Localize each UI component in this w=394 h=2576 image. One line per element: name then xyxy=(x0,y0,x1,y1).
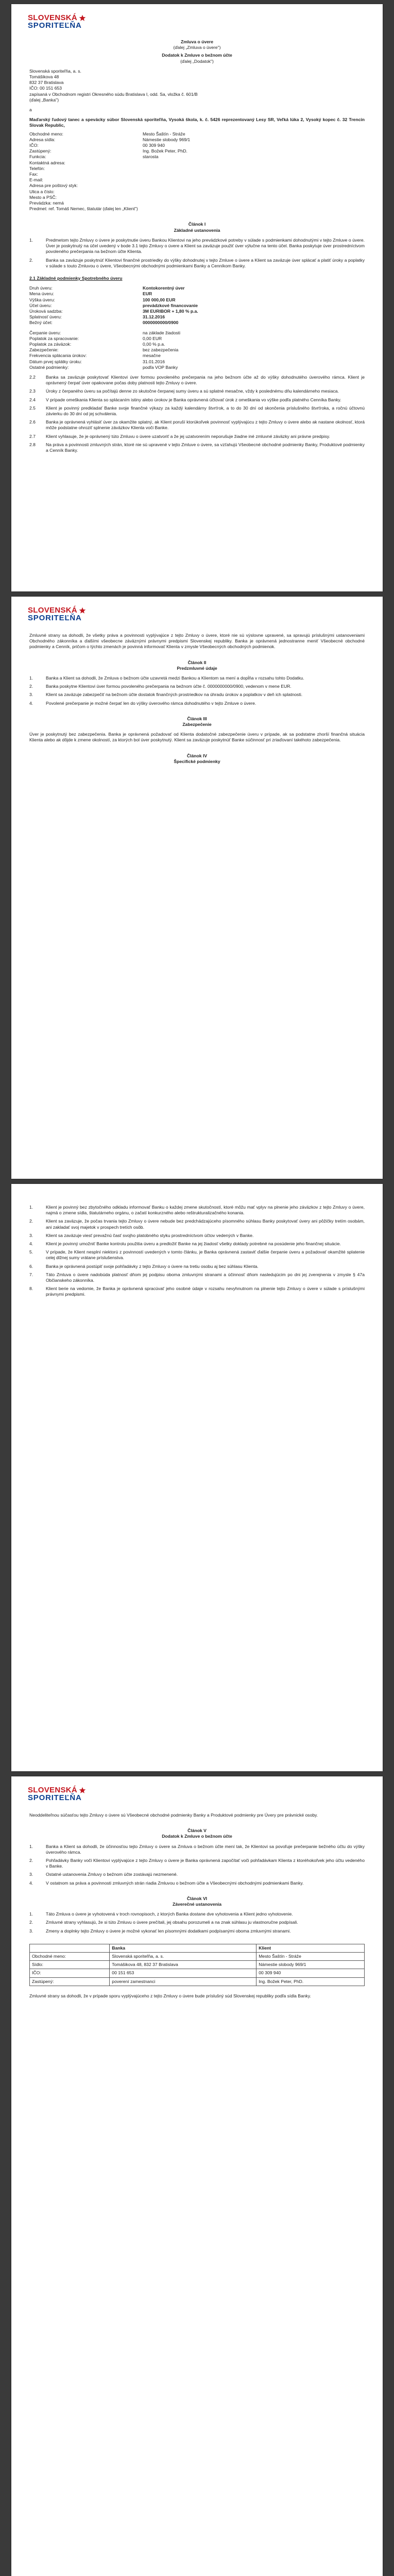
page-1: SLOVENSKÁ SPORITEĽŇA Zmluva o úvere (ďalej „Zmluva o úvere") Dodatok k Zmluve o bežnom účte (ďalej „Dodatok") Slovenská sporiteľňa, a. s. Tomášikova 48 832 37 Bratislava IČO: 00 151 653 zapísaná v Obchodnom registri Okresného súdu Bratislava I, odd. Sa, vložka č. 601/B (ďalej „Banka") a Maďarský ľudový tanec a spevácky súbor Slovenská sporiteľňa, Vysoká škola, k. č. 5426 reprezentovaný Lesy SR, Veľká lúka 2, Vysoký kopec č. 32 Trencin Slovak Republic, Obchodné meno: Mesto Šaštín - Stráže Adresa sídla: Námestie slobody 969/1 IČO: 00 309 940 Zastúpený: Ing. Božek Peter, PhD. Funkcia: starosta Kontaktná adresa: Telefón: Fax: E-mail: Adresa pre poštový styk: Ulica a číslo: Mesto a PSČ: Prevádzka: nemá Predmet: ref. Tomáš Nemec, štatutár (ďalej len „Klient") Článok I Základné ustanovenia 1. Predmetom tejto Zmluvy o úvere je poskytnutie úveru Bankou Klientovi na jeho prevádzkové potreby v súlade s podmienkami dohodnutými v tejto Zmluve o úvere. Úver je poskytnutý na účel uvedený v bode 3.1 tejto Zmluvy o úvere a Klient sa zaväzuje použiť úver výlučne na tento účel. Banka poskytuje úver prostredníctvom povoleného prečerpania na bežnom účte Klienta. 2. Banka sa zaväzuje poskytnúť Klientovi finančné prostriedky do výšky dohodnutej v tejto Zmluve o úvere a Klient sa zaväzuje úver splácať a platiť úroky a poplatky v súlade s touto Zmluvou o úvere, Všeobecnými obchodnými podmienkami Banky a Cenníkom Banky. 2.1 Základné podmienky Spotrebného úveru Druh úveru: Kontokorentný úver Mena úveru: EUR Výška úveru: 100 000,00 EUR Účel úveru: prevádzkové financovanie Úroková sadzba: 3M EURIBOR + 1,80 % p.a. Splatnosť úveru: 31.12.2016 Bežný účet: 0000000000/0900 Čerpanie úveru: na základe žiadosti Poplatok za spracovanie: 0,00 EUR Poplatok za záväzok: 0,00 % p.a. Zabezpečenie: bez zabezpečenia Frekvencia splácania úrokov: mesačne Dátum prvej splátky úroku: 31.01.2016 Ostatné podmienky: podľa VOP Banky 2.2 Banka sa zaväzuje poskytovať Klientovi úver formou povoleného prečerpania na jeho bežnom účte až do výšky dohodnutého úverového rámca. Klient je oprávnený čerpať úver opakovane počas doby platnosti tejto Zmluvy o úvere. 2.3 Úroky z čerpaného úveru sa počítajú denne zo skutočne čerpanej sumy úveru a sú splatné mesačne, vždy k poslednému dňu kalendárneho mesiaca. 2.4 V prípade omeškania Klienta so splácaním istiny alebo úrokov je Banka oprávnená účtovať úrok z omeškania vo výške podľa platného Cenníka Banky. 2.5 Klient je povinný predkladať Banke svoje finančné výkazy za každý kalendárny štvrťrok, a to do 30 dní od skončenia príslušného štvrťroka, a ročnú účtovnú závierku do 30 dní od jej schválenia. 2.6 Banka je oprávnená vyhlásiť úver za okamžite splatný, ak Klient poruší ktorúkoľvek povinnosť vyplývajúcu z tejto Zmluvy o úvere alebo ak nastane okolnosť, ktorá môže podstatne ohroziť splnenie záväzkov Klienta voči Banke. 2.7 Klient vyhlasuje, že je oprávnený túto Zmluvu o úvere uzatvoriť a že jej uzatvorením neporušuje žiadne iné zmluvné záväzky ani právne predpisy. 2.8 Na práva a povinnosti zmluvných strán, ktoré nie sú upravené v tejto Zmluve o úvere, sa vzťahujú Všeobecné obchodné podmienky Banky, Produktové podmienky a Cenník Banky. xyxy=(11,4,383,591)
bank-logo xyxy=(28,13,86,30)
bank-logo: SLOVENSKÁ SPORITEĽŇA xyxy=(28,1786,86,1802)
table-row: Zastúpený: poverení zamestnanci Ing. Božek Peter, PhD. xyxy=(30,1977,365,1986)
article-1-title: Článok I xyxy=(188,222,206,227)
star-icon xyxy=(79,607,86,614)
client-heading: Maďarský ľudový tanec a spevácky súbor Slovenská sporiteľňa, Vysoká škola, k. č. 5426 reprezentovaný Lesy SR, Veľká lúka 2, Vysoký kopec č. 32 Trencin Slovak Republic, xyxy=(29,117,365,128)
logo-line-2: SPORITEĽŇA xyxy=(28,21,82,30)
table-row: Sídlo: Tomášikova 48, 832 37 Bratislava Námestie slobody 969/1 xyxy=(30,1961,365,1969)
article-5-title: Článok V xyxy=(187,1828,207,1834)
star-icon xyxy=(79,14,86,22)
logo-line-1: SLOVENSKÁ xyxy=(28,13,78,22)
table-row: Obchodné meno: Slovenská sporiteľňa, a. s. Mesto Šaštín - Stráže xyxy=(30,1953,365,1961)
bank-name: Slovenská sporiteľňa, a. s. xyxy=(29,68,81,74)
parties-table: Banka Klient Obchodné meno: Slovenská sporiteľňa, a. s. Mesto Šaštín - Stráže Sídlo: Tomášikova 48, 832 37 Bratislava Námestie slobody 969/1 IČO: 00 151 653 00 309 940 Zastúpený: poverení zamestnanci Ing. Božek Peter, PhD. xyxy=(29,1944,365,1986)
page-2: SLOVENSKÁ SPORITEĽŇA Zmluvné strany sa dohodli, že všetky práva a povinnosti vyplývajúce z tejto Zmluvy o úvere, ktoré nie sú výslovne upravené, sa spravujú príslušnými ustanoveniami Obchodného zákonníka a ďalšími všeobecne záväznými právnymi predpismi Slovenskej republiky. Banka je oprávnená jednostranne meniť Všeobecné obchodné podmienky a Cenník, pričom o týchto zmenách je povinná informovať Klienta v zmysle Všeobecných obchodných podmienok. Článok II Predzmluvné údaje 1. Banka a Klient sa dohodli, že Zmluva o bežnom účte uzavretá medzi Bankou a Klientom sa mení a dopĺňa v rozsahu tohto Dodatku. 2. Banka poskytne Klientovi úver formou povoleného prečerpania na bežnom účte č. 0000000000/0900, vedenom v mene EUR. 3. Klient sa zaväzuje zabezpečiť na bežnom účte dostatok finančných prostriedkov na úhradu úrokov a poplatkov v deň ich splatnosti. 4. Povolené prečerpanie je možné čerpať len do výšky úverového rámca dohodnutého v tejto Zmluve o úvere. Článok III Zabezpečenie Úver je poskytnutý bez zabezpečenia. Banka je oprávnená požadovať od Klienta dodatočné zabezpečenie úveru v prípade, ak sa podstatne zhorší finančná situácia Klienta alebo ak dôjde k zmene okolností, za ktorých bol úver poskytnutý. Klient sa zaväzuje poskytnúť Banke súčinnosť pri zriaďovaní takéhoto zabezpečenia. Článok IV Špecifické podmienky xyxy=(11,597,383,1179)
loan-terms: Druh úveru: Kontokorentný úver Mena úveru: EUR Výška úveru: 100 000,00 EUR Účel úveru: prevádzkové financovanie Úroková sadzba: 3M EURIBOR + 1,80 % p.a. Splatnosť úveru: 31.12.2016 Bežný účet: 0000000000/0900 xyxy=(29,285,198,326)
loan-terms-2: Čerpanie úveru: na základe žiadosti Poplatok za spracovanie: 0,00 EUR Poplatok za záväzok: 0,00 % p.a. Zabezpečenie: bez zabezpečenia Frekvencia splácania úrokov: mesačne Dátum prvej splátky úroku: 31.01.2016 Ostatné podmienky: podľa VOP Banky xyxy=(29,330,181,370)
article-6-title: Článok VI xyxy=(186,1895,208,1901)
star-icon xyxy=(79,1787,86,1794)
article-2-title: Článok II xyxy=(187,659,207,665)
table-row: IČO: 00 151 653 00 309 940 xyxy=(30,1969,365,1977)
loan-terms-title: 2.1 Základné podmienky Spotrebného úveru xyxy=(29,275,123,281)
article-4-title: Článok IV xyxy=(186,753,208,758)
page-4: SLOVENSKÁ SPORITEĽŇA Neoddeliteľnou súčasťou tejto Zmluvy o úvere sú Všeobecné obchodné podmienky Banky a Produktové podmienky pre Úvery pre právnické osoby. Článok V Dodatok k Zmluve o bežnom účte 1. Banka a Klient sa dohodli, že účinnosťou tejto Zmluvy o úvere sa Zmluva o bežnom účte mení tak, že Klientovi sa povoľuje prečerpanie bežného účtu do výšky úverového rámca. 2. Pohľadávky Banky voči Klientovi vyplývajúce z tejto Zmluvy o úvere je Banka oprávnená započítať voči pohľadávkam Klienta z ktoréhokoľvek jeho účtu vedeného v Banke. 3. Ostatné ustanovenia Zmluvy o bežnom účte zostávajú nezmenené. 4. V ostatnom sa práva a povinnosti zmluvných strán riadia Zmluvou o bežnom účte a Všeobecnými obchodnými podmienkami Banky. Článok VI Záverečné ustanovenia 1. Táto Zmluva o úvere je vyhotovená v troch rovnopisoch, z ktorých Banka dostane dve vyhotovenia a Klient jedno vyhotovenie. 2. Zmluvné strany vyhlasujú, že si túto Zmluvu o úvere prečítali, jej obsahu porozumeli a na znak súhlasu ju vlastnoručne podpísali. 3. Zmeny a doplnky tejto Zmluvy o úvere je možné vykonať len písomnými dodatkami podpísanými oboma zmluvnými stranami. Banka Klient Obchodné meno: Slovenská sporiteľňa, a. s. Mesto Šaštín - Stráže Sídlo: Tomášikova 48, 832 37 Bratislava Námestie slobody 969/1 IČO: 00 151 653 00 309 940 Zastúpený: poverení zamestnanci Ing. Božek Peter, PhD. Zmluvné strany sa dohodli, že v prípade sporu vyplývajúceho z tejto Zmluvy o úvere bude príslušný súd Slovenskej republiky podľa sídla Banky. xyxy=(11,1776,383,2576)
client-details: Obchodné meno: Mesto Šaštín - Stráže Adresa sídla: Námestie slobody 969/1 IČO: 00 309 940 Zastúpený: Ing. Božek Peter, PhD. Funkcia: starosta Kontaktná adresa: Telefón: Fax: E-mail: Adresa pre poštový styk: Ulica a číslo: Mesto a PSČ: xyxy=(29,131,191,200)
article-3-title: Článok III xyxy=(187,716,207,721)
doc-title: Zmluva o úvere (ďalej „Zmluva o úvere") Dodatok k Zmluve o bežnom účte (ďalej „Dodatok") xyxy=(162,39,232,64)
page-3: 1. Klient je povinný bez zbytočného odkladu informovať Banku o každej zmene skutočností, ktoré môžu mať vplyv na plnenie jeho záväzkov z tejto Zmluvy o úvere, najmä o zmene sídla, štatutárneho orgánu, o začatí konkurzného alebo reštrukturalizačného konania. 2. Klient sa zaväzuje, že počas trvania tejto Zmluvy o úvere nebude bez predchádzajúceho písomného súhlasu Banky poskytovať úvery ani pôžičky tretím osobám, ani zakladať svoj majetok v prospech tretích osôb. 3. Klient sa zaväzuje viesť prevažnú časť svojho platobného styku prostredníctvom účtov vedených v Banke. 4. Klient je povinný umožniť Banke kontrolu použitia úveru a predložiť Banke na jej žiadosť všetky doklady potrebné na posúdenie jeho finančnej situácie. 5. V prípade, že Klient nesplní niektorú z povinností uvedených v tomto článku, je Banka oprávnená zastaviť ďalšie čerpanie úveru a požadovať okamžité splatenie celej dlžnej sumy vrátane príslušenstva. 6. Banka je oprávnená postúpiť svoje pohľadávky z tejto Zmluvy o úvere na tretiu osobu aj bez súhlasu Klienta. 7. Táto Zmluva o úvere nadobúda platnosť dňom jej podpisu oboma zmluvnými stranami a účinnosť dňom nasledujúcim po dni jej zverejnenia v zmysle § 47a Občianskeho zákonníka. 8. Klient berie na vedomie, že Banka je oprávnená spracúvať jeho osobné údaje v rozsahu nevyhnutnom na plnenie tejto Zmluvy o úvere v súlade s príslušnými právnymi predpismi. xyxy=(11,1184,383,1771)
bank-logo: SLOVENSKÁ SPORITEĽŇA xyxy=(28,606,86,622)
